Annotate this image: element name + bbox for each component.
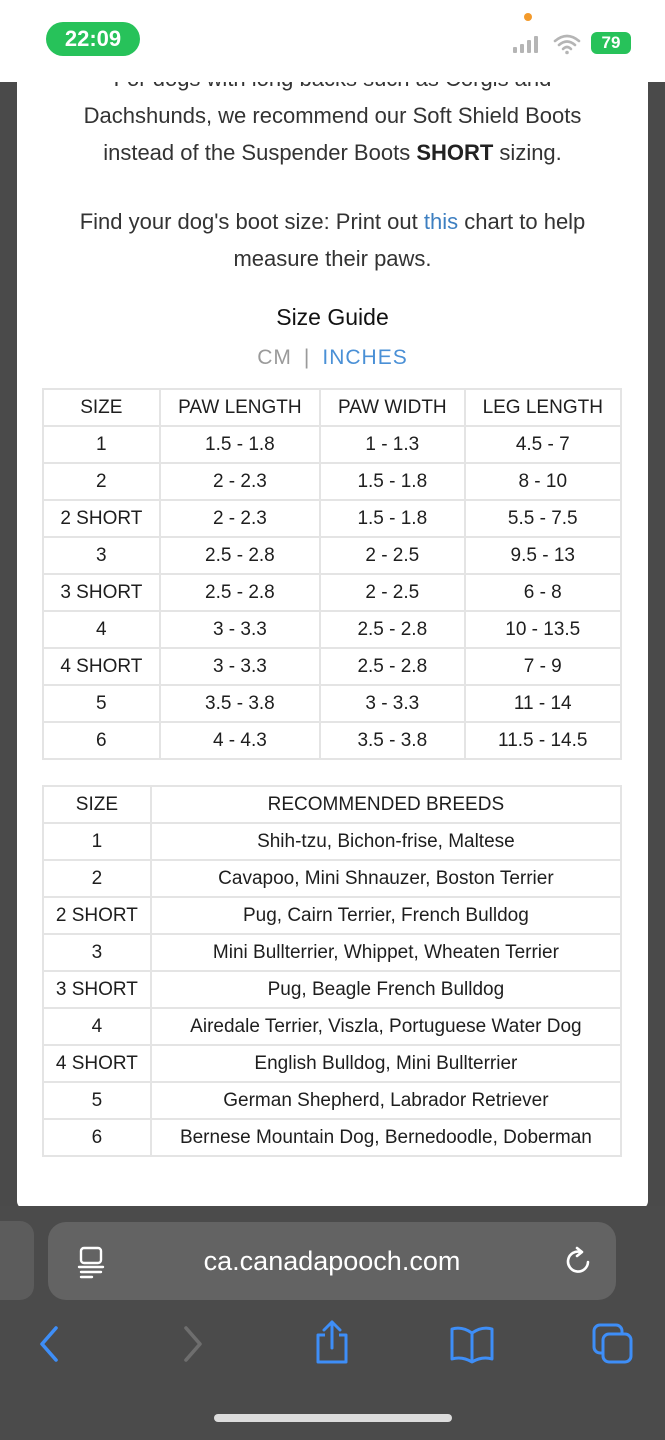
- intro-line: instead of the Suspender Boots SHORT sizing.: [103, 140, 562, 165]
- find-size-line: Find your dog's boot size: Print out this chart to help: [79, 209, 586, 234]
- reload-icon[interactable]: [564, 1246, 594, 1276]
- table-cell: 7 - 9: [465, 648, 621, 685]
- table-cell: 8 - 10: [465, 463, 621, 500]
- size-guide-title: Size Guide: [276, 304, 389, 330]
- table-row: [43, 934, 621, 971]
- table-row: [43, 1082, 621, 1119]
- table-cell: 1.5 - 1.8: [320, 463, 464, 500]
- table-cell: 1: [43, 426, 160, 463]
- column-header: RECOMMENDED BREEDS: [151, 786, 621, 823]
- table-cell: 1.5 - 1.8: [160, 426, 320, 463]
- table-row: [43, 426, 621, 463]
- table-cell: Shih-tzu, Bichon-frise, Maltese: [151, 823, 621, 860]
- column-header: PAW LENGTH: [160, 389, 320, 426]
- table-cell: 6 - 8: [465, 574, 621, 611]
- url-text: ca.canadapooch.com: [203, 1245, 461, 1276]
- table-row: [43, 611, 621, 648]
- table-cell: 1.5 - 1.8: [320, 500, 464, 537]
- table-cell: Mini Bullterrier, Whippet, Wheaten Terrier: [151, 934, 621, 971]
- share-icon[interactable]: [312, 1319, 352, 1365]
- column-header: SIZE: [43, 786, 151, 823]
- column-header: PAW WIDTH: [320, 389, 464, 426]
- table-row: [43, 648, 621, 685]
- table-cell: 4 - 4.3: [160, 722, 320, 759]
- table-row: [43, 823, 621, 860]
- table-cell: 2: [43, 860, 151, 897]
- table-cell: 2.5 - 2.8: [320, 648, 464, 685]
- table-row: [43, 860, 621, 897]
- print-chart-link[interactable]: this: [423, 209, 459, 234]
- home-indicator[interactable]: [214, 1414, 452, 1422]
- bookmarks-icon[interactable]: [449, 1324, 495, 1364]
- table-cell: 4: [43, 611, 160, 648]
- status-time: 22:09: [46, 22, 140, 56]
- table-row: [43, 897, 621, 934]
- unit-separator: |: [303, 346, 311, 369]
- table-cell: Airedale Terrier, Viszla, Portuguese Water Dog: [151, 1008, 621, 1045]
- table-cell: 2.5 - 2.8: [160, 574, 320, 611]
- table-cell: 4 SHORT: [43, 648, 160, 685]
- table-cell: English Bulldog, Mini Bullterrier: [151, 1045, 621, 1082]
- unit-toggle: [17, 346, 648, 370]
- table-cell: 2 SHORT: [43, 500, 160, 537]
- back-icon[interactable]: [36, 1324, 62, 1364]
- table-cell: 6: [43, 1119, 151, 1156]
- table-row: [43, 722, 621, 759]
- table-cell: 3.5 - 3.8: [160, 685, 320, 722]
- table-cell: 4.5 - 7: [465, 426, 621, 463]
- find-size-paragraph: [17, 203, 648, 277]
- unit-inches-option[interactable]: INCHES: [322, 346, 408, 369]
- table-cell: 9.5 - 13: [465, 537, 621, 574]
- privacy-indicator-dot: [524, 13, 532, 21]
- table-cell: Pug, Cairn Terrier, French Bulldog: [151, 897, 621, 934]
- forward-icon[interactable]: [180, 1324, 206, 1364]
- table-cell: 11.5 - 14.5: [465, 722, 621, 759]
- intro-line: Dachshunds, we recommend our Soft Shield Boots: [83, 103, 582, 128]
- status-bar: [0, 0, 665, 82]
- table-cell: 2: [43, 463, 160, 500]
- column-header: LEG LENGTH: [465, 389, 621, 426]
- column-header: SIZE: [43, 389, 160, 426]
- short-emphasis: SHORT: [416, 140, 494, 165]
- table-cell: 6: [43, 722, 160, 759]
- table-cell: 11 - 14: [465, 685, 621, 722]
- table-cell: Pug, Beagle French Bulldog: [151, 971, 621, 1008]
- table-cell: German Shepherd, Labrador Retriever: [151, 1082, 621, 1119]
- page-content-card: [17, 82, 648, 1209]
- table-cell: 2 - 2.5: [320, 537, 464, 574]
- previous-tab-peek[interactable]: [0, 1221, 34, 1300]
- table-row: [43, 971, 621, 1008]
- table-cell: 4 SHORT: [43, 1045, 151, 1082]
- size-table: [42, 388, 622, 760]
- table-cell: Cavapoo, Mini Shnauzer, Boston Terrier: [151, 860, 621, 897]
- unit-cm-option[interactable]: CM: [257, 346, 292, 369]
- table-cell: Bernese Mountain Dog, Bernedoodle, Doberman: [151, 1119, 621, 1156]
- table-cell: 1 - 1.3: [320, 426, 464, 463]
- address-bar[interactable]: [48, 1222, 616, 1300]
- signal-icon: [512, 34, 542, 54]
- breed-table: [42, 785, 622, 1157]
- table-row: [43, 574, 621, 611]
- table-cell: 10 - 13.5: [465, 611, 621, 648]
- tabs-icon[interactable]: [591, 1322, 635, 1366]
- battery-indicator: 79: [591, 32, 631, 54]
- table-row: [43, 463, 621, 500]
- table-cell: 2 - 2.3: [160, 500, 320, 537]
- table-cell: 3: [43, 537, 160, 574]
- browser-toolbar: [0, 1206, 665, 1440]
- table-cell: 2.5 - 2.8: [320, 611, 464, 648]
- table-row: [43, 537, 621, 574]
- table-cell: 2 SHORT: [43, 897, 151, 934]
- table-cell: 3 - 3.3: [160, 611, 320, 648]
- table-row: [43, 685, 621, 722]
- table-cell: 3: [43, 934, 151, 971]
- table-cell: 3.5 - 3.8: [320, 722, 464, 759]
- table-cell: 3 SHORT: [43, 574, 160, 611]
- table-cell: 4: [43, 1008, 151, 1045]
- table-cell: 2 - 2.5: [320, 574, 464, 611]
- table-cell: 1: [43, 823, 151, 860]
- wifi-icon: [553, 33, 581, 55]
- table-row: [43, 1008, 621, 1045]
- table-row: [43, 1045, 621, 1082]
- table-cell: 5: [43, 1082, 151, 1119]
- table-cell: 3 - 3.3: [160, 648, 320, 685]
- table-row: [43, 500, 621, 537]
- find-size-line: measure their paws.: [233, 246, 432, 271]
- table-cell: 2 - 2.3: [160, 463, 320, 500]
- table-cell: 3 SHORT: [43, 971, 151, 1008]
- table-cell: 5.5 - 7.5: [465, 500, 621, 537]
- table-row: [43, 1119, 621, 1156]
- table-cell: 2.5 - 2.8: [160, 537, 320, 574]
- table-cell: 3 - 3.3: [320, 685, 464, 722]
- table-cell: 5: [43, 685, 160, 722]
